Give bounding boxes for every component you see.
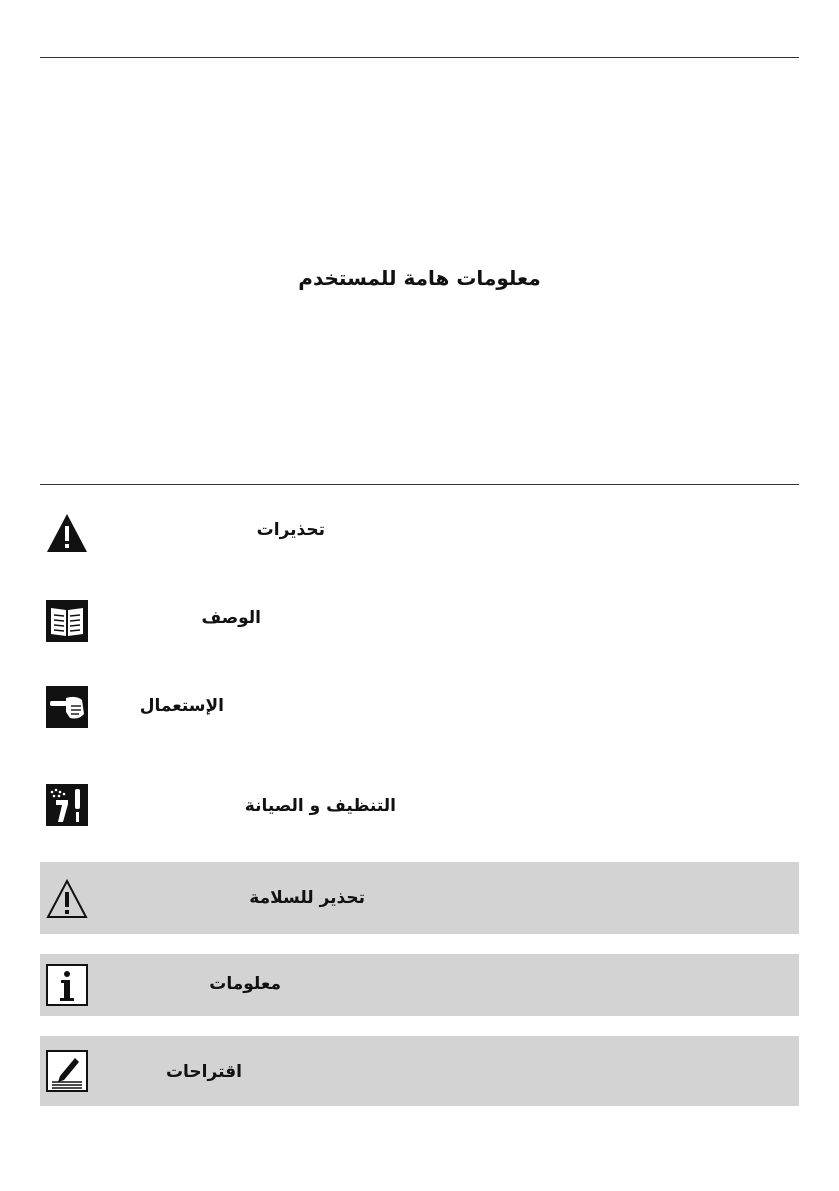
- legend-label-safety: تحذير للسلامة: [249, 888, 365, 908]
- legend-label-warnings: تحذيرات: [256, 520, 325, 540]
- legend-row-cleaning: [40, 782, 799, 830]
- pencil-note-icon: [46, 1050, 88, 1092]
- legend-band-safety: [40, 862, 799, 934]
- warning-triangle-icon: [46, 512, 88, 554]
- legend-band-information: [40, 954, 799, 1016]
- legend-row-warnings: [40, 510, 799, 560]
- legend-label-information: معلومات: [209, 974, 281, 994]
- page-title: معلومات هامة للمستخدم: [298, 266, 541, 290]
- legend-label-cleaning: التنظيف و الصيانة: [244, 796, 396, 816]
- legend-band-suggestions: [40, 1036, 799, 1106]
- outline-warning-triangle-icon: [46, 878, 88, 920]
- open-book-icon: [46, 600, 88, 642]
- legend-label-use: الإستعمال: [139, 696, 224, 716]
- legend-row-description: [40, 598, 799, 644]
- top-rule: [40, 57, 799, 58]
- section-rule: [40, 484, 799, 485]
- hand-pointing-icon: [46, 686, 88, 728]
- legend-label-description: الوصف: [201, 608, 261, 628]
- info-icon: [46, 964, 88, 1006]
- legend-label-suggestions: اقتراحات: [165, 1062, 242, 1082]
- spray-and-tools-icon: [46, 784, 88, 826]
- legend-row-use: [40, 684, 799, 730]
